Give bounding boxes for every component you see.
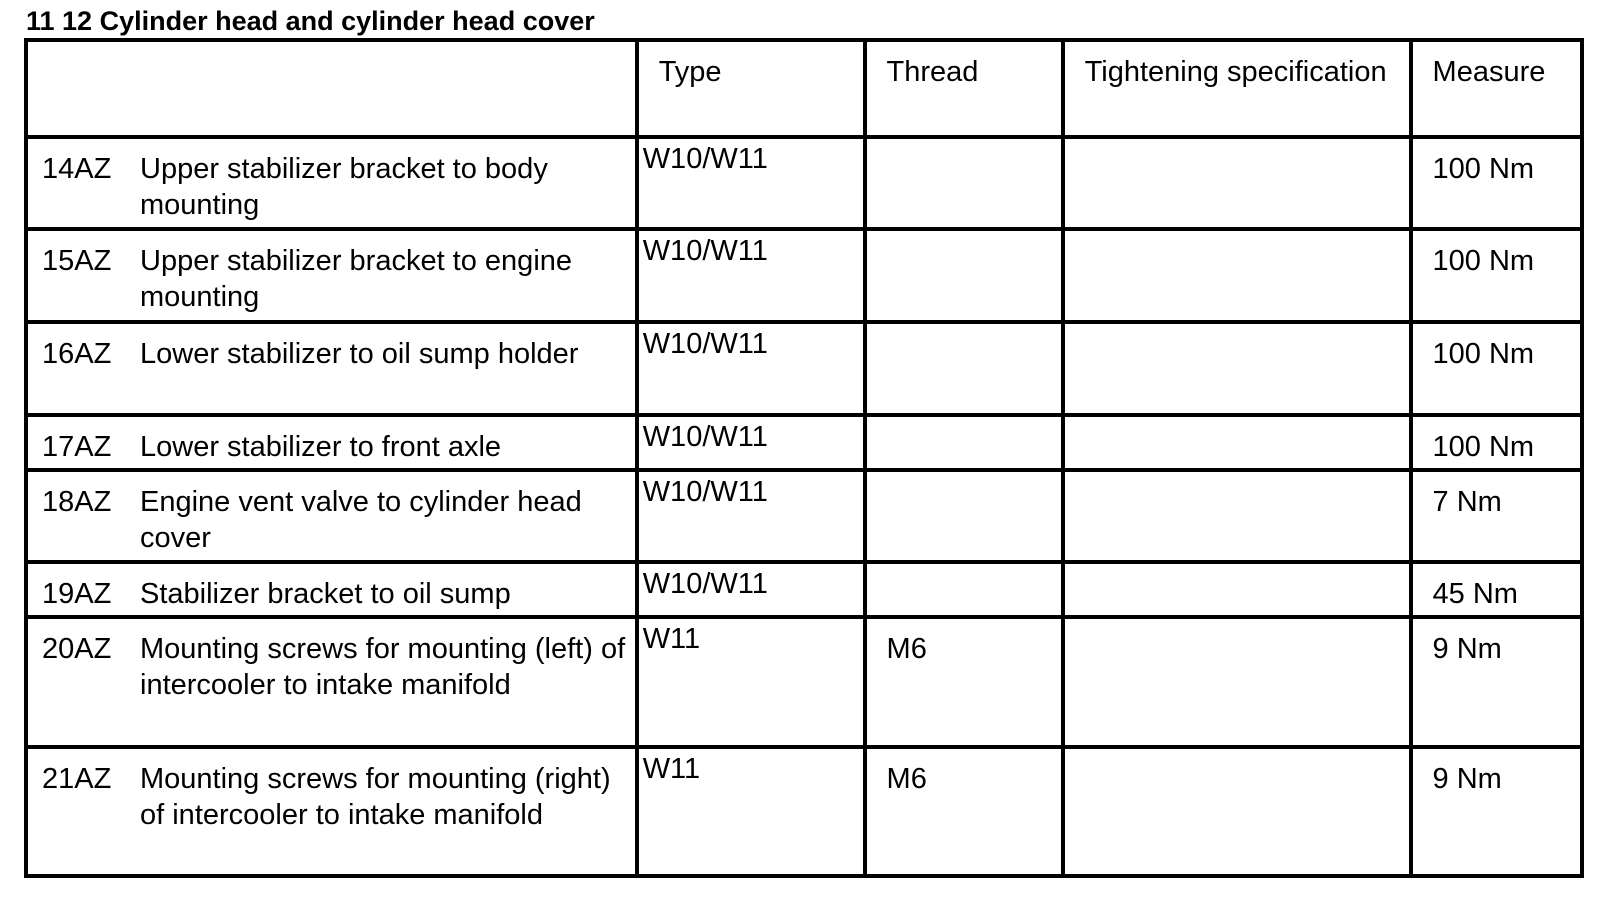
item-code: 21AZ: [42, 762, 112, 795]
thread-cell: [865, 322, 1063, 415]
thread-cell: [865, 415, 1063, 470]
header-measure: Measure: [1411, 40, 1582, 137]
type-cell: W10/W11: [637, 470, 865, 563]
item-description: Engine vent valve to cylinder head cover: [140, 485, 582, 554]
table-header-row: [26, 40, 1582, 137]
item-cell: [26, 322, 637, 415]
item-cell: [26, 562, 637, 617]
thread-cell: [865, 470, 1063, 563]
document-title: 11 12 Cylinder head and cylinder head cover: [26, 6, 595, 36]
tightening-cell: [1063, 470, 1411, 563]
type-cell: W10/W11: [637, 415, 865, 470]
header-description: [26, 40, 637, 137]
header-thread: Thread: [865, 40, 1063, 137]
item-description: Upper stabilizer bracket to engine mounting: [140, 245, 573, 314]
header-tightening-specification: Tightening specification: [1063, 40, 1411, 137]
thread-cell: [865, 562, 1063, 617]
tightening-cell: [1063, 137, 1411, 230]
measure-cell: 100 Nm: [1411, 137, 1582, 230]
item-code: 14AZ: [42, 152, 112, 185]
item-cell: [26, 617, 637, 746]
thread-cell: M6: [865, 747, 1063, 876]
tightening-cell: [1063, 322, 1411, 415]
tightening-cell: [1063, 415, 1411, 470]
thread-cell: [865, 229, 1063, 322]
tightening-cell: [1063, 562, 1411, 617]
item-description: Mounting screws for mounting (left) of intercooler to intake manifold: [140, 633, 626, 702]
item-code: 15AZ: [42, 245, 112, 278]
item-description: Lower stabilizer to oil sump holder: [140, 338, 579, 371]
measure-cell: 9 Nm: [1411, 747, 1582, 876]
table-row: [26, 137, 1582, 230]
tightening-cell: [1063, 747, 1411, 876]
item-code: 16AZ: [42, 338, 112, 371]
measure-cell: 45 Nm: [1411, 562, 1582, 617]
item-code: 18AZ: [42, 485, 112, 518]
measure-cell: 100 Nm: [1411, 229, 1582, 322]
item-cell: [26, 747, 637, 876]
item-cell: [26, 229, 637, 322]
table-row: [26, 229, 1582, 322]
type-cell: W11: [637, 747, 865, 876]
measure-cell: 9 Nm: [1411, 617, 1582, 746]
table-row: [26, 415, 1582, 470]
measure-cell: 100 Nm: [1411, 415, 1582, 470]
item-description: Upper stabilizer bracket to body mounting: [140, 152, 548, 221]
table-row: [26, 562, 1582, 617]
tightening-cell: [1063, 229, 1411, 322]
table-row: [26, 470, 1582, 563]
item-code: 19AZ: [42, 578, 112, 611]
type-cell: W10/W11: [637, 562, 865, 617]
item-cell: [26, 470, 637, 563]
torque-spec-table: [24, 38, 1584, 878]
table-row: [26, 747, 1582, 876]
item-cell: [26, 137, 637, 230]
item-description: Stabilizer bracket to oil sump: [140, 578, 511, 611]
table-row: [26, 617, 1582, 746]
table-row: [26, 322, 1582, 415]
item-description: Lower stabilizer to front axle: [140, 430, 502, 463]
type-cell: W10/W11: [637, 229, 865, 322]
item-description: Mounting screws for mounting (right) of intercooler to intake manifold: [140, 762, 611, 831]
measure-cell: 100 Nm: [1411, 322, 1582, 415]
item-code: 20AZ: [42, 633, 112, 666]
tightening-cell: [1063, 617, 1411, 746]
item-cell: [26, 415, 637, 470]
header-type: Type: [637, 40, 865, 137]
measure-cell: 7 Nm: [1411, 470, 1582, 563]
thread-cell: [865, 137, 1063, 230]
type-cell: W10/W11: [637, 322, 865, 415]
item-code: 17AZ: [42, 430, 112, 463]
thread-cell: M6: [865, 617, 1063, 746]
type-cell: W11: [637, 617, 865, 746]
type-cell: W10/W11: [637, 137, 865, 230]
